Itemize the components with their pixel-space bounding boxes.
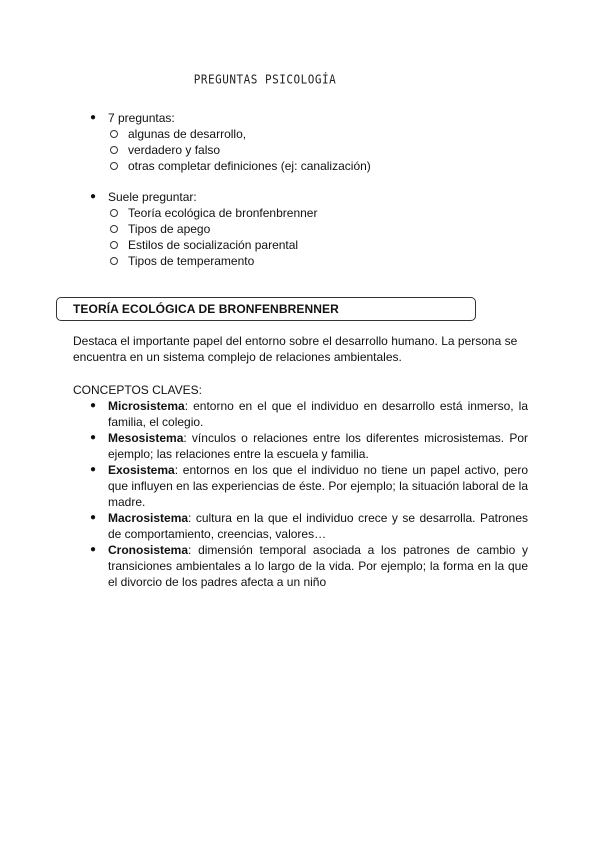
concept-definition: : dimensión temporal asociada a los patrones de cambio y transiciones ambientales a lo largo de la vida. Por ejemplo; la forma en la que el divorcio de los padres afecta a un niño	[108, 543, 528, 589]
sublist-item	[90, 158, 490, 174]
sublist-item-text: algunas de desarrollo,	[128, 127, 247, 141]
sublist	[90, 126, 490, 174]
sublist-item	[90, 205, 490, 221]
concept-definition: : entorno en el que el individuo en desarrollo está inmerso, la familia, el colegio.	[108, 399, 528, 429]
bullet-icon: ●	[90, 512, 97, 523]
concept-item	[90, 430, 528, 462]
sublist-item-text: Tipos de apego	[128, 222, 211, 236]
bullet-icon: ●	[90, 191, 97, 202]
concept-term: Macrosistema	[108, 511, 189, 525]
circle-bullet-icon	[110, 209, 118, 217]
intro-paragraph-line-2: encuentra en un sistema complejo de relaciones ambientales.	[73, 350, 402, 364]
concept-item	[90, 462, 528, 510]
concept-term: Microsistema	[108, 399, 185, 413]
circle-bullet-icon	[110, 162, 118, 170]
concept-definition: : cultura en la que el individuo crece y se desarrolla. Patrones de comportamiento, creencias, valores…	[108, 511, 528, 541]
list-item	[90, 189, 490, 205]
list-item	[90, 110, 490, 126]
circle-bullet-icon	[110, 146, 118, 154]
bullet-icon: ●	[90, 464, 97, 475]
sublist-item-text: otras completar definiciones (ej: canalización)	[128, 159, 371, 173]
concept-item	[90, 542, 528, 590]
concept-term: Exosistema	[108, 463, 175, 477]
concept-item	[90, 510, 528, 542]
concept-term: Mesosistema	[108, 431, 184, 445]
concepts-label: CONCEPTOS CLAVES:	[73, 383, 202, 397]
sublist-item-text: Estilos de socialización parental	[128, 238, 299, 252]
sublist-item	[90, 253, 490, 269]
section-heading-box	[56, 297, 476, 321]
page-title: PREGUNTAS PSICOLOGÍA	[193, 72, 337, 87]
concept-term: Cronosistema	[108, 543, 189, 557]
sublist-item	[90, 126, 490, 142]
concept-definition: : vínculos o relaciones entre los diferentes microsistemas. Por ejemplo; las relaciones entre la escuela y familia.	[108, 431, 528, 461]
list-item-label: Suele preguntar:	[108, 190, 197, 204]
concept-item	[90, 398, 528, 430]
bullet-icon: ●	[90, 400, 97, 411]
sublist-item	[90, 221, 490, 237]
sublist	[90, 205, 490, 269]
section-heading: TEORÍA ECOLÓGICA DE BRONFENBRENNER	[73, 302, 339, 316]
intro-paragraph-line-1: Destaca el importante papel del entorno sobre el desarrollo humano. La persona se	[73, 334, 518, 348]
sublist-item	[90, 237, 490, 253]
sublist-item-text: verdadero y falso	[128, 143, 221, 157]
sublist-item-text: Tipos de temperamento	[128, 254, 255, 268]
concepts-list	[90, 398, 528, 590]
circle-bullet-icon	[110, 257, 118, 265]
circle-bullet-icon	[110, 225, 118, 233]
bullet-icon: ●	[90, 432, 97, 443]
bullet-icon: ●	[90, 544, 97, 555]
sublist-item-text: Teoría ecológica de bronfenbrenner	[128, 206, 318, 220]
intro-section-questions	[90, 110, 490, 174]
bullet-icon: ●	[90, 112, 97, 123]
list-item-label: 7 preguntas:	[108, 111, 175, 125]
circle-bullet-icon	[110, 130, 118, 138]
circle-bullet-icon	[110, 241, 118, 249]
intro-section-topics	[90, 189, 490, 269]
sublist-item	[90, 142, 490, 158]
concept-definition: : entornos en los que el individuo no tiene un papel activo, pero que influyen en las experiencias de éste. Por ejemplo; la situación laboral de la madre.	[108, 463, 528, 509]
